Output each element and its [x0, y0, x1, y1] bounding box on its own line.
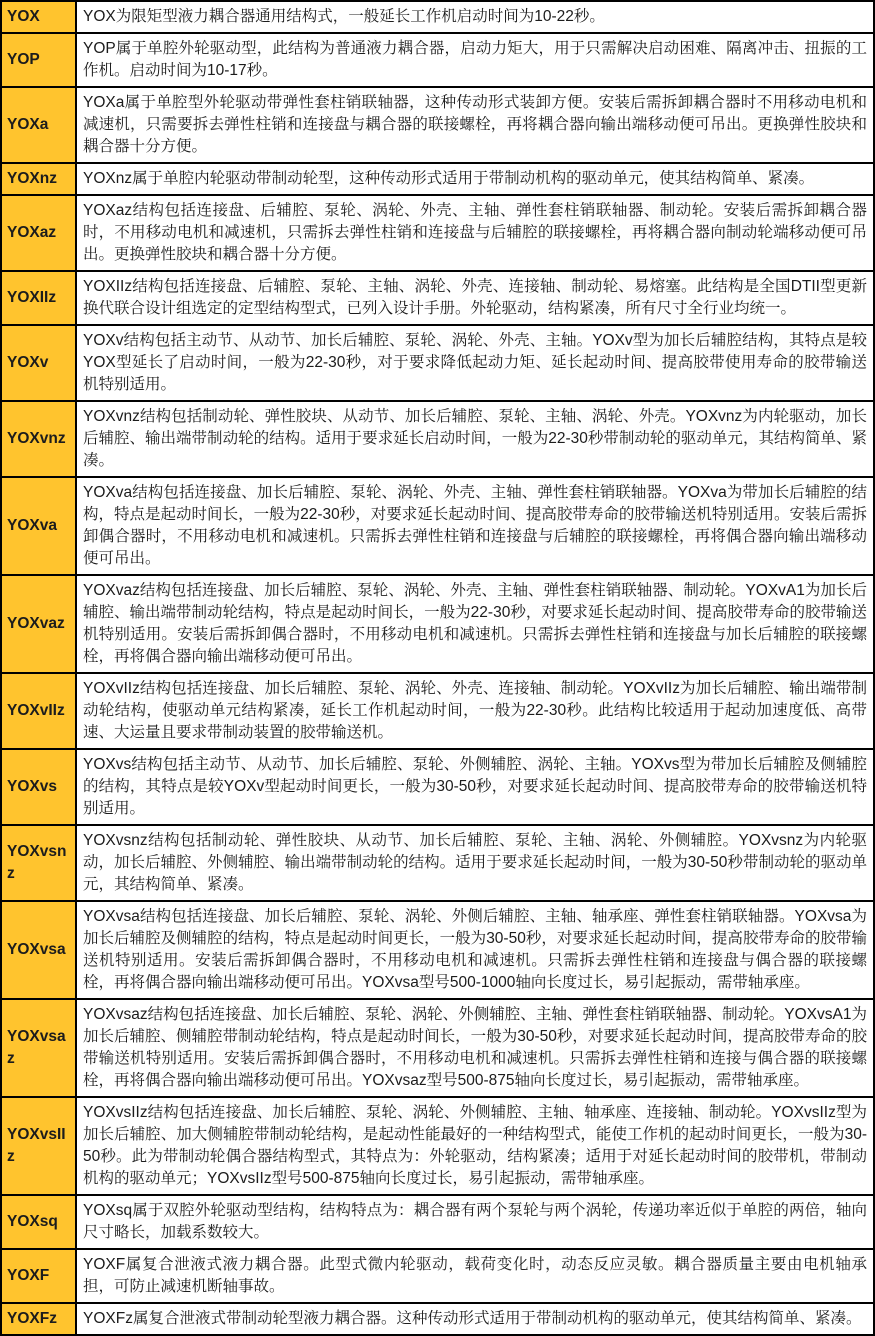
description-cell: YOXvnz结构包括制动轮、弹性胶块、从动节、加长后辅腔、泵轮、主轴、涡轮、外壳。YOXvnz为内轮驱动，加长后辅腔、输出端带制动轮的结构。适用于要求延长启动时间，一般为22-30秒带制动轮的驱动单元，其结构简单、紧凑。 [76, 401, 874, 477]
model-cell: YOXvs [1, 749, 76, 825]
model-cell: YOXnz [1, 163, 76, 195]
description-cell: YOXva结构包括连接盘、加长后辅腔、泵轮、涡轮、外壳、主轴、弹性套柱销联轴器。YOXva为带加长后辅腔的结构，特点是起动时间长，一般为22-30秒，对要求延长起动时间、提高胶带寿命的胶带输送机特别适用。安装后需拆卸偶合器时，不用移动电机和减速机。只需拆去弹性柱销和连接盘与后辅腔的联接螺栓，再将偶合器向输出端移动便可吊出。 [76, 477, 874, 575]
table-row [1, 195, 874, 271]
model-cell: YOXvaz [1, 575, 76, 673]
table-row [1, 401, 874, 477]
model-cell: YOXFz [1, 1303, 76, 1335]
table-row [1, 825, 874, 901]
description-cell: YOX为限矩型液力耦合器通用结构式，一般延长工作机启动时间为10-22秒。 [76, 1, 874, 33]
model-cell: YOXvsnz [1, 825, 76, 901]
description-cell: YOP属于单腔外轮驱动型，此结构为普通液力耦合器，启动力矩大，用于只需解决启动困难、隔离冲击、扭振的工作机。启动时间为10-17秒。 [76, 33, 874, 87]
table-row [1, 477, 874, 575]
description-cell: YOXvs结构包括主动节、从动节、加长后辅腔、泵轮、外侧辅腔、涡轮、主轴。YOXvs型为带加长后辅腔及侧辅腔的结构，其特点是较YOXv型起动时间更长，一般为30-50秒，对要求延长起动时间、提高胶带寿命的胶带输送机特别适用。 [76, 749, 874, 825]
table-row [1, 325, 874, 401]
description-cell: YOXvsnz结构包括制动轮、弹性胶块、从动节、加长后辅腔、泵轮、主轴、涡轮、外侧辅腔。YOXvsnz为内轮驱动，加长后辅腔、外侧辅腔、输出端带制动轮的结构。适用于要求延长起动时间，一般为30-50秒带制动轮的驱动单元，其结构简单、紧凑。 [76, 825, 874, 901]
model-cell: YOXv [1, 325, 76, 401]
description-cell: YOXv结构包括主动节、从动节、加长后辅腔、泵轮、涡轮、外壳、主轴。YOXv型为加长后辅腔结构，其特点是较YOX型延长了启动时间，一般为22-30秒，对于要求降低起动力矩、延长起动时间、提高胶带使用寿命的胶带输送机特别适用。 [76, 325, 874, 401]
model-cell: YOXIIz [1, 271, 76, 325]
description-cell: YOXvsaz结构包括连接盘、加长后辅腔、泵轮、涡轮、外侧辅腔、主轴、弹性套柱销联轴器、制动轮。YOXvsA1为加长后辅腔、侧辅腔带制动轮结构，特点是起动时间长，一般为30-50秒，对要求延长起动时间，提高胶带寿命的胶带输送机特别适用。安装后需拆卸偶合器时，不用移动电机和减速机。只需拆去弹性柱销和连接与偶合器的联接螺栓，再将偶合器向输出端移动便可吊出。YOXvsaz型号500-875轴向长度过长，易引起振动，需带轴承座。 [76, 999, 874, 1097]
description-cell: YOXnz属于单腔内轮驱动带制动轮型，这种传动形式适用于带制动机构的驱动单元，使其结构简单、紧凑。 [76, 163, 874, 195]
model-cell: YOXvsIIz [1, 1097, 76, 1195]
description-cell: YOXsq属于双腔外轮驱动型结构，结构特点为：耦合器有两个泵轮与两个涡轮，传递功率近似于单腔的两倍，轴向尺寸略长，加载系数较大。 [76, 1195, 874, 1249]
description-cell: YOXvaz结构包括连接盘、加长后辅腔、泵轮、涡轮、外壳、主轴、弹性套柱销联轴器、制动轮。YOXvA1为加长后辅腔、输出端带制动轮结构，特点是起动时间长，一般为22-30秒，对要求延长起动时间、提高胶带寿命的胶带输送机特别适用。安装后需拆卸偶合器时，不用移动电机和减速机。只需拆去弹性柱销和连接盘与加长后辅腔的联接螺栓，再将偶合器向输出端移动便可吊出。 [76, 575, 874, 673]
model-cell: YOXaz [1, 195, 76, 271]
table-row [1, 1, 874, 33]
table-body [1, 1, 874, 1335]
description-cell: YOXvsIIz结构包括连接盘、加长后辅腔、泵轮、涡轮、外侧辅腔、主轴、轴承座、连接轴、制动轮。YOXvsIIz型为加长后辅腔、加大侧辅腔带制动轮结构，是起动性能最好的一种结构型式，能使工作机的起动时间更长，一般为30-50秒。此为带制动轮偶合器结构型式，其特点为：外轮驱动，结构紧凑；适用于对延长起动时间的胶带机，带制动机构的驱动单元；YOXvsIIz型号500-875轴向长度过长，易引起振动，需带轴承座。 [76, 1097, 874, 1195]
model-cell: YOXa [1, 87, 76, 163]
table-row [1, 271, 874, 325]
model-cell: YOXvIIz [1, 673, 76, 749]
model-cell: YOXva [1, 477, 76, 575]
table-row [1, 749, 874, 825]
description-cell: YOXvIIz结构包括连接盘、加长后辅腔、泵轮、涡轮、外壳、连接轴、制动轮。YOXvIIz为加长后辅腔、输出端带制动轮结构，使驱动单元结构紧凑，延长工作机起动时间，一般为22-30秒。此结构比较适用于起动加速度低、高带速、大运量且要求带制动装置的胶带输送机。 [76, 673, 874, 749]
description-cell: YOXvsa结构包括连接盘、加长后辅腔、泵轮、涡轮、外侧后辅腔、主轴、轴承座、弹性套柱销联轴器。YOXvsa为加长后辅腔及侧辅腔的结构，特点是起动时间更长，一般为30-50秒，对要求延长起动时间，提高胶带寿命的胶带输送机特别适用。安装后需拆卸偶合器时，不用移动电机和减速机。只需拆去弹性柱销和连接盘与偶合器的联接螺栓，再将偶合器向输出端移动便可吊出。YOXvsa型号500-1000轴向长度过长，易引起振动，需带轴承座。 [76, 901, 874, 999]
table-row [1, 1097, 874, 1195]
model-cell: YOX [1, 1, 76, 33]
model-cell: YOXsq [1, 1195, 76, 1249]
model-cell: YOXvsa [1, 901, 76, 999]
description-cell: YOXF属复合泄液式液力耦合器。此型式微内轮驱动，载荷变化时，动态反应灵敏。耦合器质量主要由电机轴承担，可防止减速机断轴事故。 [76, 1249, 874, 1303]
table-row [1, 673, 874, 749]
description-cell: YOXFz属复合泄液式带制动轮型液力耦合器。这种传动形式适用于带制动机构的驱动单元，使其结构简单、紧凑。 [76, 1303, 874, 1335]
model-cell: YOXvsaz [1, 999, 76, 1097]
description-cell: YOXIIz结构包括连接盘、后辅腔、泵轮、主轴、涡轮、外壳、连接轴、制动轮、易熔塞。此结构是全国DTII型更新换代联合设计组选定的定型结构型式，已列入设计手册。外轮驱动，结构紧凑，所有尺寸全行业均统一。 [76, 271, 874, 325]
table-row [1, 1249, 874, 1303]
model-cell: YOXF [1, 1249, 76, 1303]
table-row [1, 999, 874, 1097]
table-row [1, 163, 874, 195]
table-row [1, 575, 874, 673]
table-row [1, 1303, 874, 1335]
table-row [1, 87, 874, 163]
table-row [1, 901, 874, 999]
table-row [1, 33, 874, 87]
description-cell: YOXaz结构包括连接盘、后辅腔、泵轮、涡轮、外壳、主轴、弹性套柱销联轴器、制动轮。安装后需拆卸耦合器时，不用移动电机和减速机，只需拆去弹性柱销和连接盘与后辅腔的联接螺栓，再将耦合器向制动轮端移动便可吊出。更换弹性胶块和耦合器十分方便。 [76, 195, 874, 271]
table-row [1, 1195, 874, 1249]
model-cell: YOXvnz [1, 401, 76, 477]
model-cell: YOP [1, 33, 76, 87]
description-cell: YOXa属于单腔型外轮驱动带弹性套柱销联轴器，这种传动形式装卸方便。安装后需拆卸耦合器时不用移动电机和减速机，只需要拆去弹性柱销和连接盘与耦合器的联接螺栓，再将耦合器向输出端移动便可吊出。更换弹性胶块和耦合器十分方便。 [76, 87, 874, 163]
